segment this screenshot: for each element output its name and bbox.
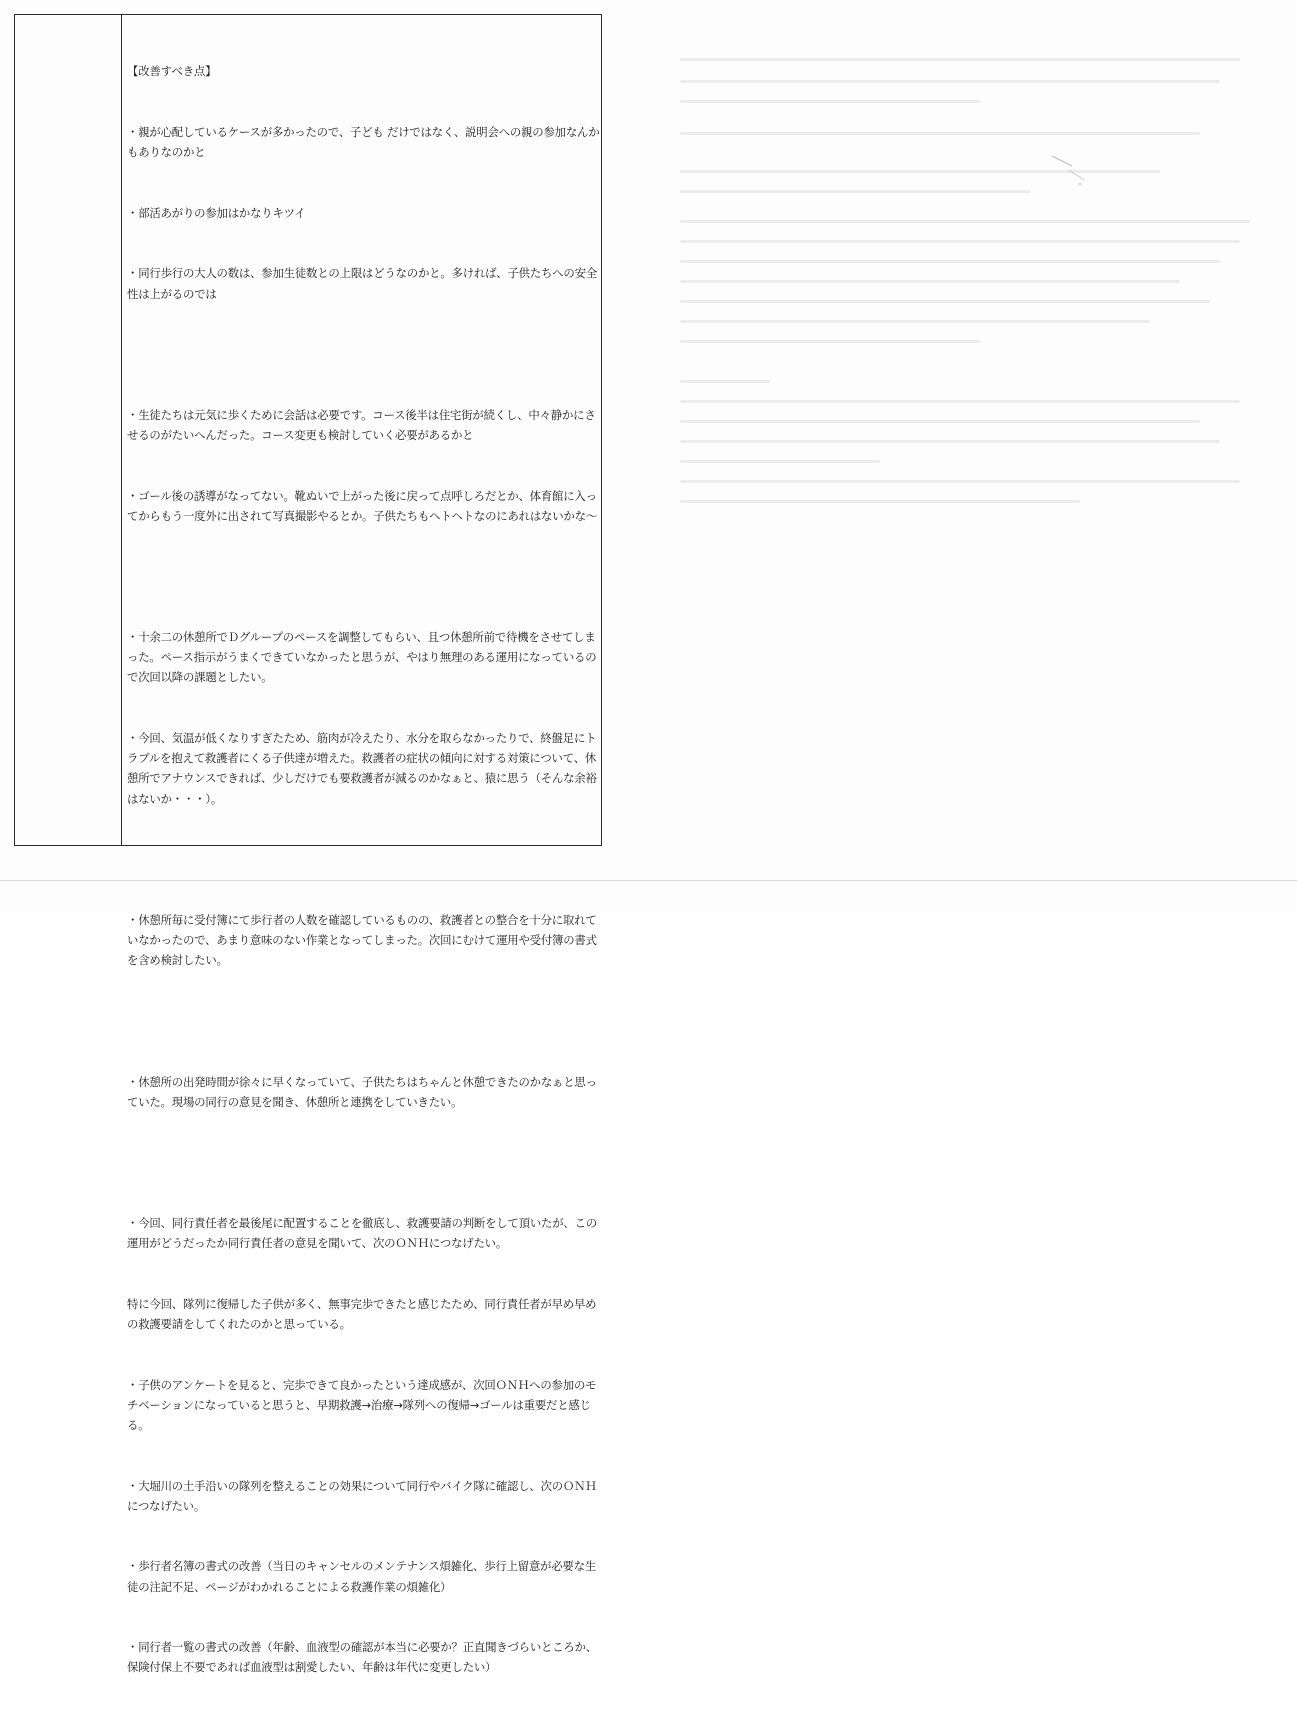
blank-line	[127, 1011, 601, 1031]
list-item: ・部活あがりの参加はかなりキツイ	[127, 205, 306, 220]
blank-line	[127, 566, 601, 586]
list-item: ・歩行者名簿の書式の改善（当日のキャンセルのメンテナンス煩雑化、歩行上留意が必要な生徒の注記不足、ページがわかれることによる救護作業の煩雑化）	[127, 1559, 597, 1594]
list-item: ・休憩所の出発時間が徐々に早くなっていて、子供たちはちゃんと休憩できたのかなぁと思っていた。現場の同行の意見を聞き、休憩所と連携をしていきたい。	[127, 1074, 597, 1109]
list-item: ・同行歩行の大人の数は、参加生徒数との上限はどうなのかと。多ければ、子供たちへの安全性は上がるのでは	[127, 266, 598, 301]
list-item: ・十余二の休憩所でＤグループのペースを調整してもらい、且つ休憩所前で待機をさせてしまった。ペース指示がうまくできていなかったと思うが、やはり無理のある運用になっているので次回以降の課題としたい。	[127, 630, 597, 685]
list-item: ・生徒たちは元気に歩くために会話は必要です。コース後半は住宅街が続くし、中々静かにさせるのがたいへんだった。コース変更も検討していく必要があるかと	[127, 407, 596, 443]
list-item: ・親が心配しているケースが多かったので、子ども だけではなく、説明会への親の参加なんかもありなのかと	[127, 125, 600, 160]
list-item: ・大堀川の土手沿いの隊列を整えることの効果について同行やバイク隊に確認し、次のＯＮＨにつなげたい。	[127, 1478, 597, 1513]
blank-line	[127, 344, 601, 364]
table-label-column	[15, 15, 122, 845]
improvement-points-cell	[127, 21, 601, 1718]
list-item: ・ゴール後の誘導がなってない。靴ぬいで上がった後に戻って点呼しろだとか、体育館に入ってからもう一度外に出されて写真撮影やるとか。子供たちもヘトヘトなのにあれはないかな～	[127, 488, 598, 523]
scan-speck	[1050, 150, 1090, 190]
list-item: ・休憩所毎に受付簿にて歩行者の人数を確認しているものの、救護者との整合を十分に取れていなかったので、あまり意味のない作業となってしまった。次回にむけて運用や受付簿の書式を含め検討したい。	[127, 912, 597, 968]
blank-line	[127, 849, 601, 869]
report-table	[14, 14, 602, 1675]
blank-line	[127, 1152, 601, 1172]
list-item: 特に今回、隊列に復帰した子供が多く、無事完歩できたと感じたため、同行責任者が早め早めの救護要請をしてくれたのかと思っている。	[127, 1296, 597, 1331]
list-item: ・今回、同行責任者を最後尾に配置することを徹底し、救護要請の判断をして頂いたが、この運用がどうだったか同行責任者の意見を聞いて、次のＯＮＨにつなげたい。	[127, 1215, 598, 1251]
list-item: ・子供のアンケートを見ると、完歩できて良かったという達成感が、次回ＯＮＨへの参加のモチベーションになっていると思うと、早期救護→治療→隊列への復帰→ゴールは重要だと感じる。	[127, 1377, 597, 1432]
scan-edge-line	[0, 880, 1297, 881]
show-through-bleed	[680, 40, 1280, 520]
list-item: ・同行者一覧の書式の改善（年齢、血液型の確認が本当に必要か？正直聞きづらいところか、保険付保上不要であれば血液型は割愛したい、年齢は年代に変更したい）	[127, 1640, 598, 1675]
section-heading: 【改善すべき点】	[127, 64, 217, 79]
list-item: ・今回、気温が低くなりすぎたため、筋肉が冷えたり、水分を取らなかったりで、終盤足にトラブルを抱えて救護者にくる子供達が増えた。救護者の症状の傾向に対する対策について、休憩所でアナウンスできれば、少しだけでも要救護者が減るのかなぁと、猿に思う（そんな余裕はないか・・・）。	[127, 731, 597, 806]
